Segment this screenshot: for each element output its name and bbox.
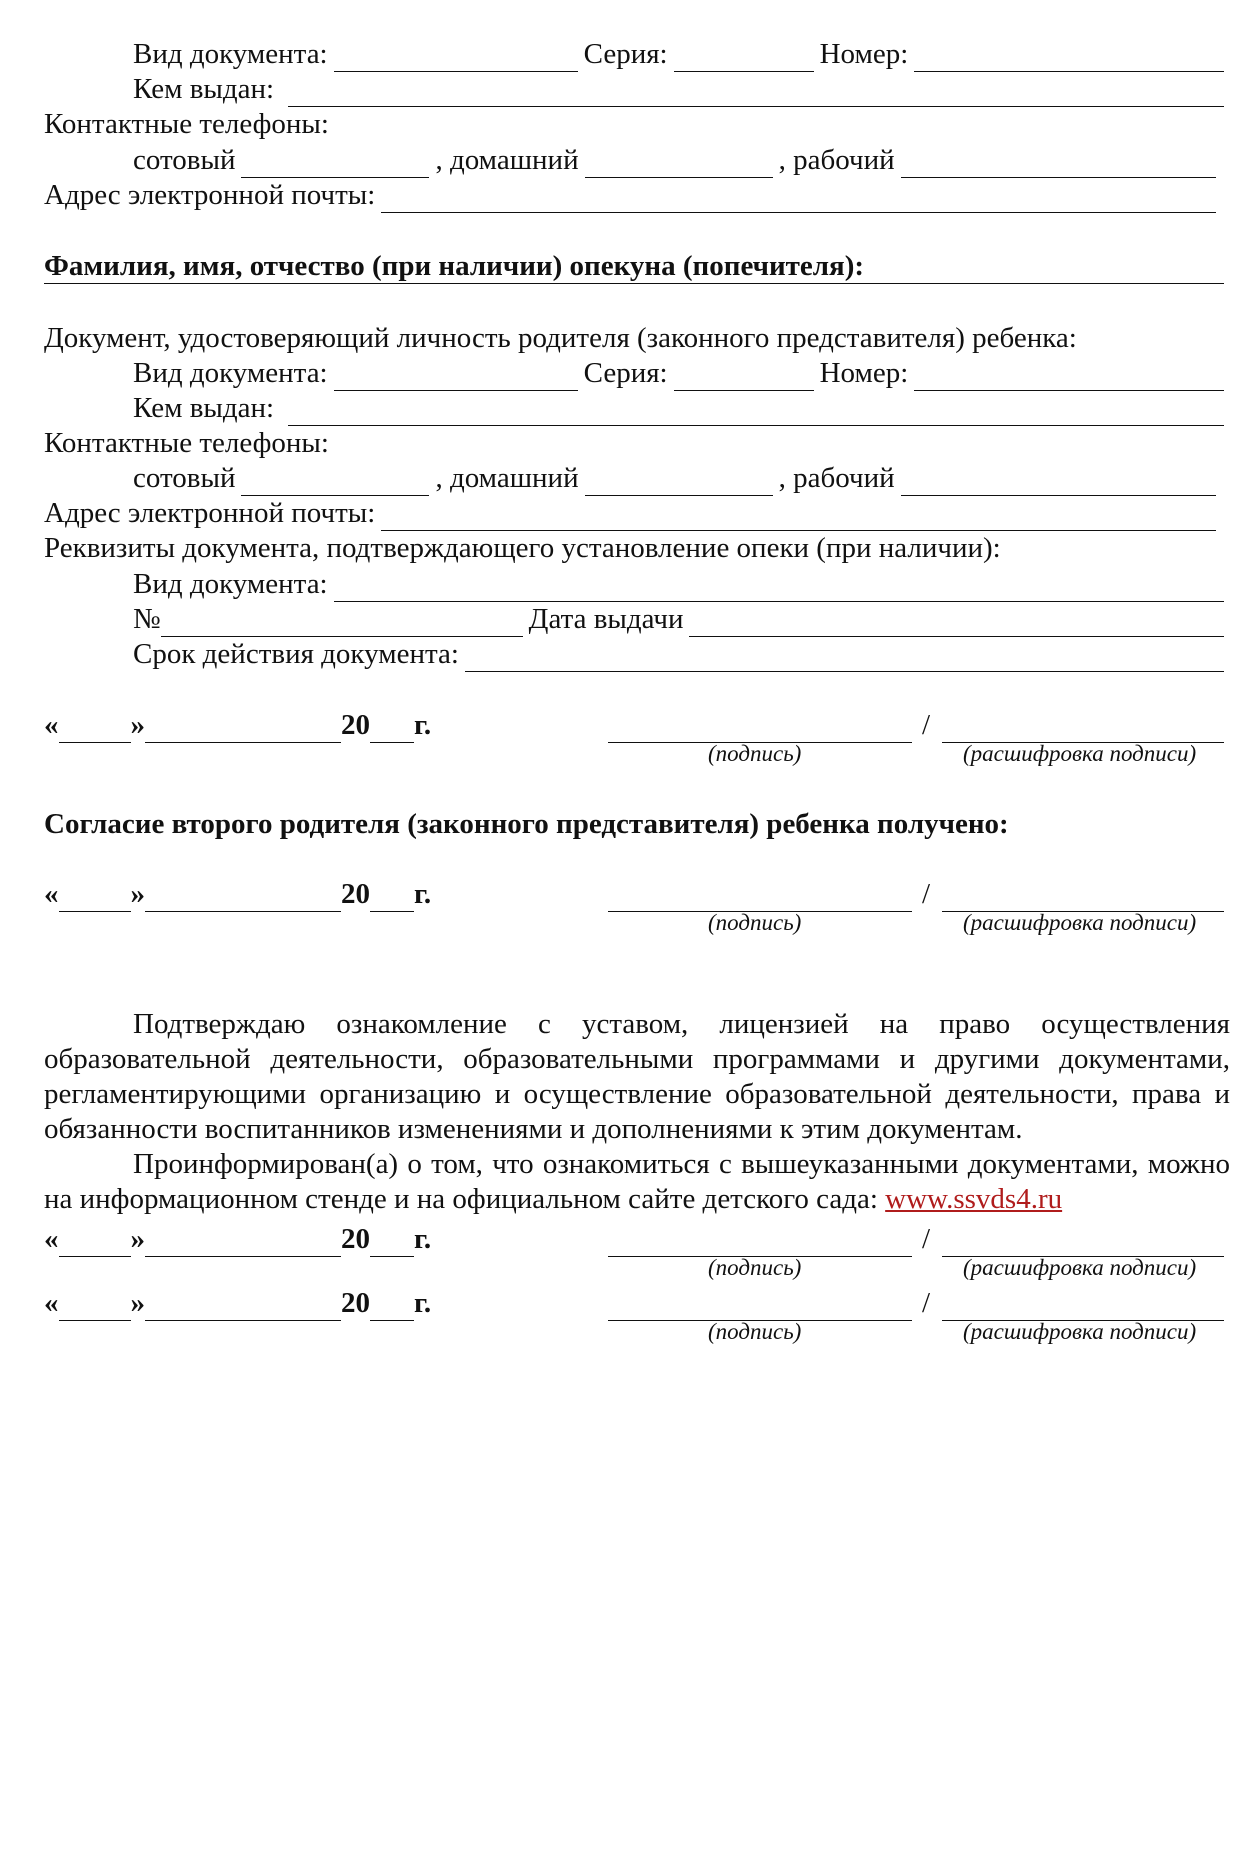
number-sign: № xyxy=(133,603,161,635)
guardian-phones-label: Контактные телефоны: xyxy=(44,427,329,459)
validity-label: Срок действия документа: xyxy=(133,638,459,670)
website-link[interactable]: www.ssvds4.ru xyxy=(885,1183,1063,1215)
parent-issued-row xyxy=(133,71,1230,107)
year-field[interactable] xyxy=(370,714,414,743)
day-field[interactable] xyxy=(59,883,131,912)
year-suffix: г. xyxy=(414,1287,432,1319)
validity-row xyxy=(133,636,1230,672)
doc-type-field[interactable] xyxy=(334,362,578,391)
doc-type-label: Вид документа: xyxy=(133,38,328,70)
year-prefix: 20 xyxy=(341,1287,370,1319)
slash: / xyxy=(922,709,931,741)
close-quote: » xyxy=(130,709,145,741)
day-field[interactable] xyxy=(59,714,131,743)
validity-field[interactable] xyxy=(465,643,1224,672)
issued-by-label: Кем выдан: xyxy=(133,392,275,424)
year-suffix: г. xyxy=(414,709,432,741)
date-row-2 xyxy=(44,876,464,912)
work-field[interactable] xyxy=(901,467,1216,496)
home-label: , домашний xyxy=(435,144,579,176)
number-field[interactable] xyxy=(914,43,1224,72)
number-label: Номер: xyxy=(819,38,909,70)
signature-field[interactable] xyxy=(608,883,912,912)
home-label: , домашний xyxy=(435,462,579,494)
year-field[interactable] xyxy=(370,1228,414,1257)
mobile-label: сотовый xyxy=(133,462,236,494)
series-field[interactable] xyxy=(674,362,814,391)
date-row-3 xyxy=(44,1221,464,1257)
guardian-heading-row xyxy=(44,248,1230,284)
open-quote: « xyxy=(44,1223,59,1255)
doc-type-field[interactable] xyxy=(334,43,578,72)
year-prefix: 20 xyxy=(341,878,370,910)
email-field[interactable] xyxy=(381,502,1216,531)
email-label: Адрес электронной почты: xyxy=(44,497,376,529)
sign-caption: (подпись) xyxy=(708,1319,802,1344)
custody-doc-type-field[interactable] xyxy=(334,573,1224,602)
issued-by-label: Кем выдан: xyxy=(133,73,275,105)
slash: / xyxy=(922,878,931,910)
custody-doc-type-label: Вид документа: xyxy=(133,568,328,600)
acknowledgement-text: Подтверждаю ознакомление с уставом, лицензией на право осуществления образовательной деятельности, образовательными программами и другими документами, регламентирующими организацию и осуществление образовательной деятельности, права и обязанности воспитанников изменениями и дополнениями к этим документам. xyxy=(44,1008,1230,1145)
signature-decode-field[interactable] xyxy=(942,714,1224,743)
year-prefix: 20 xyxy=(341,709,370,741)
year-suffix: г. xyxy=(414,878,432,910)
month-field[interactable] xyxy=(145,1292,341,1321)
signature-row-4 xyxy=(608,1285,1230,1321)
custody-number-row xyxy=(133,601,1230,637)
work-field[interactable] xyxy=(901,149,1216,178)
year-field[interactable] xyxy=(370,1292,414,1321)
signature-decode-field[interactable] xyxy=(942,1292,1224,1321)
issue-date-label: Дата выдачи xyxy=(528,603,684,635)
parent-phones-row xyxy=(133,142,1222,178)
guardian-issued-row xyxy=(133,390,1230,426)
signature-row-1 xyxy=(608,707,1230,743)
year-field[interactable] xyxy=(370,883,414,912)
custody-doc-row xyxy=(133,566,1230,602)
sign-caption: (подпись) xyxy=(708,741,802,766)
issue-date-field[interactable] xyxy=(689,608,1224,637)
day-field[interactable] xyxy=(59,1292,131,1321)
mobile-field[interactable] xyxy=(241,149,429,178)
acknowledgement-text-2 xyxy=(44,1147,1230,1217)
custody-number-field[interactable] xyxy=(161,608,523,637)
signature-decode-field[interactable] xyxy=(942,883,1224,912)
number-field[interactable] xyxy=(914,362,1224,391)
guardian-heading: Фамилия, имя, отчество (при наличии) опекуна (попечителя): xyxy=(44,250,865,282)
series-label: Серия: xyxy=(583,38,668,70)
close-quote: » xyxy=(130,1287,145,1319)
mobile-label: сотовый xyxy=(133,144,236,176)
slash: / xyxy=(922,1287,931,1319)
parent-phones-label: Контактные телефоны: xyxy=(44,108,329,140)
signature-field[interactable] xyxy=(608,714,912,743)
open-quote: « xyxy=(44,709,59,741)
close-quote: » xyxy=(130,1223,145,1255)
guardian-name-field-continued[interactable] xyxy=(44,283,1208,284)
custody-label: Реквизиты документа, подтверждающего установление опеки (при наличии): xyxy=(44,532,1001,564)
decode-caption: (расшифровка подписи) xyxy=(963,1255,1197,1280)
open-quote: « xyxy=(44,1287,59,1319)
work-label: , рабочий xyxy=(778,462,895,494)
guardian-name-field[interactable] xyxy=(876,255,1224,284)
mobile-field[interactable] xyxy=(241,467,429,496)
doc-type-label: Вид документа: xyxy=(133,357,328,389)
signature-row-2 xyxy=(608,876,1230,912)
year-suffix: г. xyxy=(414,1223,432,1255)
signature-decode-field[interactable] xyxy=(942,1228,1224,1257)
date-row-1 xyxy=(44,707,464,743)
date-row-4 xyxy=(44,1285,464,1321)
issued-by-field[interactable] xyxy=(288,78,1224,107)
decode-caption: (расшифровка подписи) xyxy=(963,910,1197,935)
home-field[interactable] xyxy=(585,149,773,178)
consent-heading: Согласие второго родителя (законного представителя) ребенка получено: xyxy=(44,808,1009,840)
guardian-email-row xyxy=(44,495,1222,531)
month-field[interactable] xyxy=(145,714,341,743)
parent-email-row xyxy=(44,177,1222,213)
sign-caption: (подпись) xyxy=(708,910,802,935)
series-field[interactable] xyxy=(674,43,814,72)
id-doc-label: Документ, удостоверяющий личность родителя (законного представителя) ребенка: xyxy=(44,322,1077,354)
series-label: Серия: xyxy=(583,357,668,389)
month-field[interactable] xyxy=(145,883,341,912)
decode-caption: (расшифровка подписи) xyxy=(963,1319,1197,1344)
day-field[interactable] xyxy=(59,1228,131,1257)
issued-by-field[interactable] xyxy=(288,397,1224,426)
acknowledgement-paragraph-1 xyxy=(44,1007,1230,1147)
signature-field[interactable] xyxy=(608,1292,912,1321)
slash: / xyxy=(922,1223,931,1255)
parent-doc-row xyxy=(133,36,1230,72)
close-quote: » xyxy=(130,878,145,910)
month-field[interactable] xyxy=(145,1228,341,1257)
home-field[interactable] xyxy=(585,467,773,496)
acknowledgement-paragraph-2 xyxy=(44,1147,1230,1217)
email-label: Адрес электронной почты: xyxy=(44,179,376,211)
number-label: Номер: xyxy=(819,357,909,389)
open-quote: « xyxy=(44,878,59,910)
signature-row-3 xyxy=(608,1221,1230,1257)
guardian-phones-row xyxy=(133,460,1222,496)
decode-caption: (расшифровка подписи) xyxy=(963,741,1197,766)
guardian-doc-row xyxy=(133,355,1230,391)
email-field[interactable] xyxy=(381,184,1216,213)
info-text: Проинформирован(а) о том, что ознакомиться с вышеуказанными документами, можно на информационном стенде и на официальном сайте детского сада: xyxy=(44,1148,1230,1215)
work-label: , рабочий xyxy=(778,144,895,176)
year-prefix: 20 xyxy=(341,1223,370,1255)
sign-caption: (подпись) xyxy=(708,1255,802,1280)
signature-field[interactable] xyxy=(608,1228,912,1257)
